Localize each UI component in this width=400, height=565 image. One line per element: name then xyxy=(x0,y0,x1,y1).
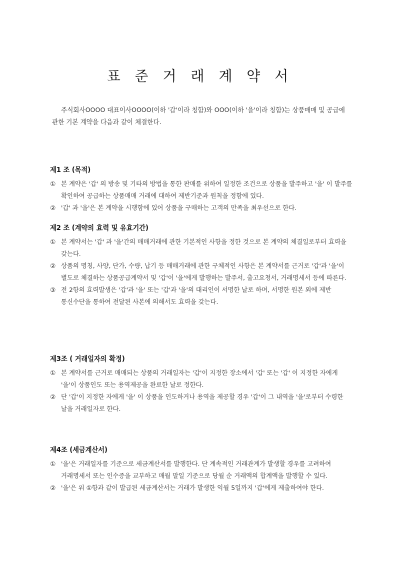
article-title: 제2 조 (계약의 효력 및 유효기간) xyxy=(50,224,149,232)
clause-text: 상품의 명칭, 사양, 단가, 수량, 납기 등 매매거래에 관한 구체적인 사항은 본 계약서를 근거로 '갑'과 '을'이 별도로 체결하는 상품공급계약서 및 '갑'이 '을'에게 발행하는 발주서, 출고요청서, 거래명세서 등에 따른다. xyxy=(61,263,347,282)
clause xyxy=(50,368,355,392)
clause-number: ③ xyxy=(50,287,56,294)
clause-text: '을'은 거래일자를 기준으로 세금계산서를 발행한다. 단 계속적인 거래관계가 발생할 경우를 고려하여 거래명세서 또는 인수증을 교부하고 매월 말일 기준으로 당월 순 거래액의 합계액을 발행할 수 있다. xyxy=(61,461,332,480)
clause xyxy=(50,285,355,309)
clause-number: ② xyxy=(50,394,56,401)
clause-number: ① xyxy=(50,181,56,188)
clause-number: ② xyxy=(50,205,56,212)
document-title: 표 준 거 래 계 약 서 xyxy=(106,69,294,85)
clause-number: ② xyxy=(50,485,56,492)
clause-number: ① xyxy=(50,370,56,377)
clause-text: 단 '갑'이 지정한 자에게 '을' 이 상품을 인도하거나 용역을 제공할 경우 '갑'이 그 내역을 '을'로부터 수령한 날을 거래일자로 한다. xyxy=(61,394,344,413)
article-title: 제3조 ( 거래일자의 확정) xyxy=(50,355,125,363)
clause-text: '갑' 과 '을'은 본 계약을 시행함에 있어 상품을 구매하는 고객의 만족을 최우선으로 한다. xyxy=(61,205,297,212)
clause-text: '을'은 위 ①항과 같이 발급된 세금계산서는 거래가 발생한 익월 5일까지 '갑'에게 제출하여야 한다. xyxy=(61,485,325,492)
clause-number: ② xyxy=(50,263,56,270)
clause xyxy=(50,261,355,285)
clause xyxy=(50,392,355,416)
clause xyxy=(50,179,355,203)
article-1 xyxy=(50,165,355,215)
clause xyxy=(50,203,355,215)
article-4 xyxy=(50,445,355,495)
clause-text: 전 2항의 효력발생은 '갑'과 '을' 또는 '갑'과 '을'의 대리인이 서명한 날로 하며, 서명한 원본 외에 제반 통신수단을 통하여 전달된 사본에 의해서도 효력을 갖는다. xyxy=(61,287,332,306)
article-3 xyxy=(50,354,355,416)
clause-text: 본 계약서를 근거로 매매되는 상품의 거래일자는 '갑'이 지정한 장소에서 '갑' 또는 '갑' 이 지정한 자에게 '을'이 상품인도 또는 용역제공을 완료한 날로 정한다. xyxy=(61,370,338,389)
clause xyxy=(50,459,355,483)
intro-paragraph xyxy=(52,105,352,129)
article-2 xyxy=(50,223,355,309)
clause xyxy=(50,237,355,261)
clause xyxy=(50,483,355,495)
clause-text: 본 계약은 '갑' 의 방송 및 기타의 방법을 통한 판매를 위하여 일정한 조건으로 상품을 발주하고 '을' 이 발주를 확인하여 공급하는 상품매매 거래에 대하여 제반기준과 원칙을 정함에 있다. xyxy=(61,181,353,200)
intro-text: 주식회사OOOO 대표이사OOOO(이하 '갑'이라 칭함)와 OOO(이하 '을'이라 칭함)는 상품매매 및 공급에 관한 기본 계약을 다음과 같이 체결한다. xyxy=(52,107,347,126)
clause-number: ① xyxy=(50,461,56,468)
clause-number: ① xyxy=(50,239,56,246)
clause-text: 본 계약서는 '갑' 과 '을'간의 매매거래에 관한 기본적인 사항을 정한 것으로 본 계약의 체결일로부터 효력을 갖는다. xyxy=(61,239,347,258)
article-title: 제1 조 (목적) xyxy=(50,166,91,174)
article-title: 제4조 (세금계산서) xyxy=(50,446,108,454)
